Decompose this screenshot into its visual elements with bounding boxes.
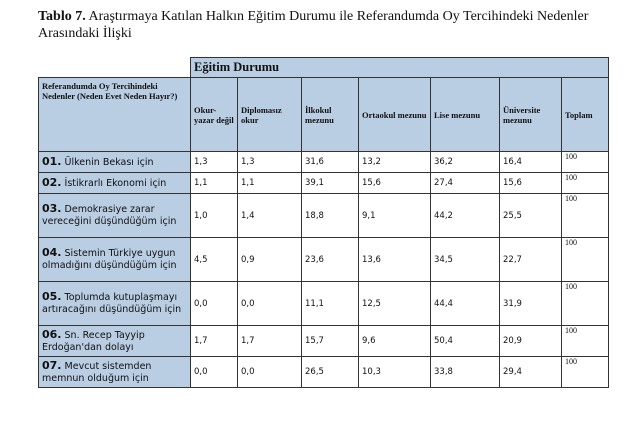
row-number: 04. [42,246,62,259]
cell-lise: 44,4 [431,282,500,326]
cell-okur-yazar: 1,0 [191,194,238,238]
cell-lise: 44,2 [431,194,500,238]
table-row [39,326,609,357]
row-number: 02. [42,175,62,189]
row-number: 06. [42,327,62,341]
table-row [39,152,609,173]
row-label [39,282,191,326]
data-table [38,57,609,388]
col-header-diplomasiz: Diplomasız okur [238,78,302,152]
cell-universite: 22,7 [500,238,562,282]
col-header-ortaokul: Ortaokul mezunu [359,78,431,152]
cell-okur-yazar: 1,1 [191,173,238,194]
cell-universite: 16,4 [500,152,562,173]
cell-diplomasiz: 1,4 [238,194,302,238]
cell-ortaokul: 15,6 [359,173,431,194]
cell-ilkokul: 15,7 [302,326,359,357]
cell-diplomasiz: 0,0 [238,357,302,388]
row-text: Sistemin Türkiye uygun olmadığını düşündüğüm için [42,248,177,271]
cell-universite: 15,6 [500,173,562,194]
row-label [39,194,191,238]
cell-diplomasiz: 0,0 [238,282,302,326]
cell-lise: 34,5 [431,238,500,282]
blank-corner [39,58,191,78]
cell-ortaokul: 9,6 [359,326,431,357]
cell-ilkokul: 11,1 [302,282,359,326]
cell-okur-yazar: 0,0 [191,357,238,388]
row-number: 01. [42,154,62,168]
group-header: Eğitim Durumu [191,58,609,78]
cell-lise: 27,4 [431,173,500,194]
cell-ortaokul: 9,1 [359,194,431,238]
row-number: 05. [42,290,62,303]
cell-okur-yazar: 1,7 [191,326,238,357]
row-text: Toplumda kutuplaşmayı artıracağını düşündüğüm için [42,292,182,315]
table-caption [38,8,628,42]
caption-label: Tablo 7. [38,9,86,24]
cell-universite: 20,9 [500,326,562,357]
header-row-columns [39,78,609,152]
row-label [39,357,191,388]
row-label [39,326,191,357]
cell-lise: 50,4 [431,326,500,357]
row-header-title: Referandumda Oy Tercihindeki Nedenler (Neden Evet Neden Hayır?) [39,78,191,152]
cell-toplam: 100 [562,282,609,326]
col-header-ilkokul: İlkokul mezunu [302,78,359,152]
cell-toplam: 100 [562,173,609,194]
cell-ortaokul: 12,5 [359,282,431,326]
cell-ilkokul: 23,6 [302,238,359,282]
row-number: 03. [42,202,62,215]
cell-ortaokul: 10,3 [359,357,431,388]
cell-okur-yazar: 1,3 [191,152,238,173]
col-header-toplam: Toplam [562,78,609,152]
table-row [39,173,609,194]
caption-text: Araştırmaya Katılan Halkın Eğitim Durumu ile Referandumda Oy Tercihindeki Nedenler Arasındaki İlişki [38,9,589,41]
cell-lise: 36,2 [431,152,500,173]
cell-okur-yazar: 0,0 [191,282,238,326]
cell-ortaokul: 13,2 [359,152,431,173]
row-label [39,173,191,194]
col-header-universite: Üniversite mezunu [500,78,562,152]
table-row [39,357,609,388]
row-text: Ülkenin Bekası için [64,156,154,168]
cell-diplomasiz: 1,3 [238,152,302,173]
cell-diplomasiz: 1,1 [238,173,302,194]
cell-universite: 29,4 [500,357,562,388]
cell-universite: 25,5 [500,194,562,238]
row-label [39,152,191,173]
cell-ilkokul: 18,8 [302,194,359,238]
cell-toplam: 100 [562,238,609,282]
table-row [39,282,609,326]
table-row [39,238,609,282]
row-text: Mevcut sistemden memnun olduğum için [42,360,152,384]
header-row-top [39,58,609,78]
cell-ilkokul: 26,5 [302,357,359,388]
col-header-okur-yazar: Okur-yazar değil [191,78,238,152]
row-text: İstikrarlı Ekonomi için [64,177,167,189]
cell-toplam: 100 [562,152,609,173]
cell-toplam: 100 [562,357,609,388]
cell-toplam: 100 [562,326,609,357]
row-number: 07. [42,358,62,372]
cell-diplomasiz: 0,9 [238,238,302,282]
cell-ortaokul: 13,6 [359,238,431,282]
cell-okur-yazar: 4,5 [191,238,238,282]
cell-lise: 33,8 [431,357,500,388]
cell-universite: 31,9 [500,282,562,326]
cell-toplam: 100 [562,194,609,238]
table-row [39,194,609,238]
row-text: Sn. Recep Tayyip Erdoğan'dan dolayı [42,329,145,353]
cell-ilkokul: 31,6 [302,152,359,173]
cell-diplomasiz: 1,7 [238,326,302,357]
row-label [39,238,191,282]
col-header-lise: Lise mezunu [431,78,500,152]
row-text: Demokrasiye zarar vereceğini düşündüğüm için [42,204,177,227]
cell-ilkokul: 39,1 [302,173,359,194]
